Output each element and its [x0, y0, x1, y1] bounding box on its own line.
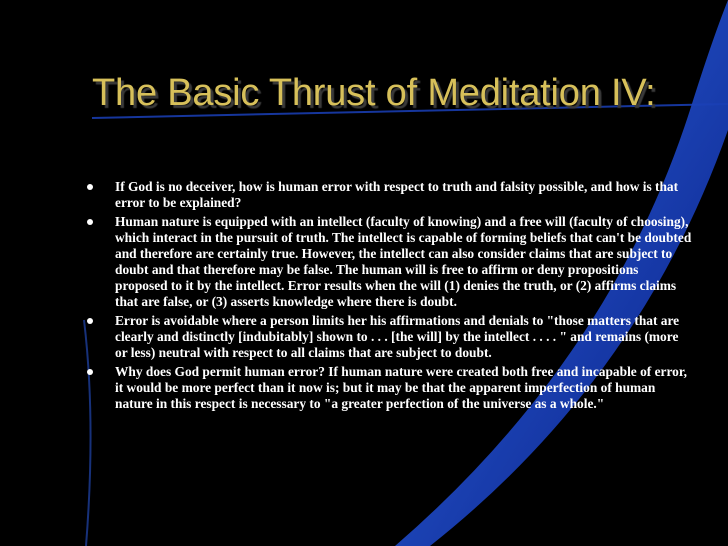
- bullet-text: Error is avoidable where a person limits her his affirmations and denials to "those matters that are clearly and distinctly [indubitably] shown to . . . [the will] by the intellect . . . . " and remains (more or less) neutral with respect to all claims that are subject to doubt.: [115, 313, 680, 360]
- bullet-dot-icon: [87, 318, 93, 324]
- slide-title: The Basic Thrust of Meditation IV:: [92, 72, 656, 114]
- bullet-item: [87, 214, 692, 310]
- bullet-text: If God is no deceiver, how is human error with respect to truth and falsity possible, and how is that error to be explained?: [115, 179, 679, 210]
- bullet-text: Why does God permit human error? If human nature were created both free and incapable of error, it would be more perfect than it now is; but it may be that the apparent imperfection of human nature in this respect is necessary to "a greater perfection of the universe as a whole.": [115, 364, 687, 411]
- bullet-text: Human nature is equipped with an intellect (faculty of knowing) and a free will (faculty of choosing), which interact in the pursuit of truth. The intellect is capable of forming beliefs that can't be doubted and therefore are certainly true. However, the intellect can also consider claims that are subject to doubt and that therefore may be false. The human will is free to affirm or deny propositions proposed to it by the intellect. Error results when the will (1) denies the truth, or (2) affirms claims that are false, or (3) asserts knowledge where there is doubt.: [115, 214, 692, 309]
- bullet-dot-icon: [87, 184, 93, 190]
- bullet-item: [87, 364, 692, 412]
- bullet-item: [87, 179, 692, 211]
- bullet-dot-icon: [87, 219, 93, 225]
- bullet-dot-icon: [87, 369, 93, 375]
- bullet-list: [87, 179, 692, 412]
- bullet-item: [87, 313, 692, 361]
